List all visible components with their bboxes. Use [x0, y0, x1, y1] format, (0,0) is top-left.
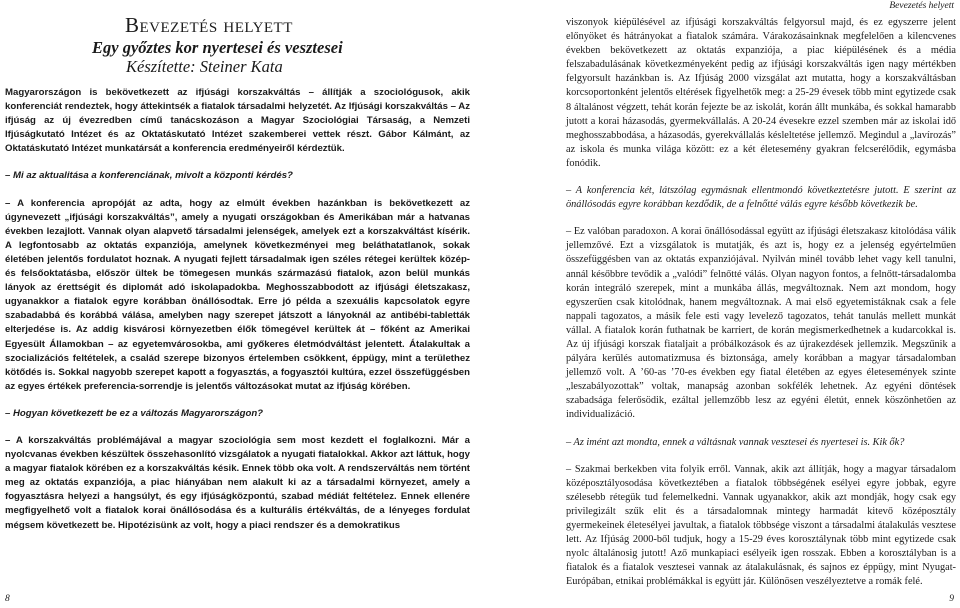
- article-author: Készítette: Steiner Kata: [126, 57, 283, 76]
- article-title: Bevezetés helyett: [125, 13, 293, 37]
- lead-paragraph: Magyarországon is bekövetkezett az ifjúsági korszakváltás – állítják a szociológusok, akik konferenciát rendeztek, hogy áttekintsék a fiatalok társadalmi helyzetét. Az Ifjúsági korszakváltás – Az ifjúság az új évezredben című tanácskozáson a Magyar Szociológiai Társaság, a Nemzeti Ifjúságkutató Intézet és az Oktatáskutató Intézet szakemberei vettek részt. Gábor Kálmánt, az Oktatáskutató Intézet munkatársát a konferencia eredményeiről kérdeztük.: [5, 87, 470, 155]
- running-head: Bevezetés helyett: [889, 1, 954, 11]
- interview-answer: – Szakmai berkekben vita folyik erről. Vannak, akik azt állítják, hogy a magyar társadalom középosztályosodása következtében a fiatalok többségének esélyei egyre jobbak, egyre szélesebb rétegük tud felemelkedni. Vannak ugyanakkor, akik azt mondják, hogy csak egy privilegizált szűk elit és a társadalomnak mintegy harmadát kitevő középosztály gyermekeinek életesélyei javultak, a fiatalok többsége viszont a társadalmi átalakulás vesztese lett. Az Ifjúság 2000-ből tudjuk, hogy a 15-29 éves korosztálynak több mint egytizede csak nyolc általánosig jutott! Aző munkapiaci esélyeik igen rosszak. Ebben a korosztályban is a fiatalok és a fiatalok vesztesei vannak az átalakulásnak, és sajnos ez éppügy, mint Nyugat-Európában, etnikai problémákkal is együtt jár. Különösen veszélyeztetve a romák felé.: [566, 463, 956, 588]
- interview-question: – Az imént azt mondta, ennek a váltásnak vannak vesztesei és nyertesei is. Kik ők?: [566, 436, 905, 448]
- right-page: [480, 0, 960, 608]
- right-column: [566, 16, 956, 589]
- interview-question: – Hogyan következett be ez a változás Magyarországon?: [5, 407, 264, 419]
- article-subtitle: Egy győztes kor nyertesei és vesztesei: [92, 38, 343, 57]
- article-body-left: [5, 86, 470, 533]
- page-number-right: 9: [949, 594, 954, 604]
- page-number-left: 8: [5, 594, 10, 604]
- interview-question: – Mi az aktualitása a konferenciának, mivolt a központi kérdés?: [5, 170, 293, 182]
- interview-answer: – Ez valóban paradoxon. A korai önállósodással együtt az ifjúsági életszakasz kitolódása válik jellemzővé. Ezt a vizsgálatok is mutatják, és azt is, hogy ez a jelenség egyértelműen összefüggésben van az oktatás expanziójával. Nyilván minél tovább lehet vagy kell tanulni, annál későbbre tevődik a „valódi” felnőtté válás. Olyan nagyon fontos, a felnőtt-társadalomba korán integráló szerepek, mint a munkába állás, megváltoznak. Nem azt mondom, hogy egyszerűen csak kitolódnak, hanem megváltoznak. A mai első egyetemistáknak csak a fele nappali tagozatos, a másik fele esti vagy levelező tagozatos, tehát tanulás mellett munkát vállal. A fiatalok korán futhatnak be karriert, de korán megismerkedhetnek a kudarcokkal is. Az új ifjúsági korszak fiataljait a próbálkozások és az újrakezdések jellemzik. Megszűnik a pályára kerülés automatizmusa és biztonsága, amely korábban a magyar társadalomban jellemző volt. A ’60-as ’70-es években egy fiatal életében az egyes életesemények szinte „leszabályozottak” voltak, manapság azonban sokfélék lehetnek. Az egyéni döntések szabadsága felerősödik, ezáltal jellemzőbb lesz az egyéni életút, ennek köszönhetően az individualizáció.: [566, 226, 956, 421]
- interview-answer: – A korszakváltás problémájával a magyar szociológia sem most kezdett el foglalkozni. Már a nyolcvanas években készültek összehasonlító vizsgálatok a nyugati fiatalokkal. Akkor azt láttuk, hogy a magyar fiatalok körében ez a korszakváltás késik. Ennek több oka volt. A rendszerváltás nem történt meg az oktatás expanziója, a piac hiányában nem alakult ki az a társadalmi környezet, amely a fogyasztásra helyezi a hangsúlyt, és egy ifjúságközpontú, szabad médiát feltételez. Ennek ellenére megfigyelhető volt a fiatalok korai önállósodása és a kulturális értékváltás, de a lényeges fordulat mégsem következett be. Hipotézisünk az volt, hogy a piaci rendszer és a demokratikus: [5, 434, 470, 531]
- interview-answer: – A konferencia apropóját az adta, hogy az elmúlt években hazánkban is bekövetkezett az úgynevezett „ifjúsági korszakváltás”, amely a nyugati országokban és Amerikában már a hatvanas években lezajlott. Vannak olyan alapvető társadalmi jelenségek, amelyek ezt a korszakváltást kísérik. A legfontosabb az oktatás expanziója, amelynek következményei meg beláthatatlanok, sokak életében jelentős fordulatot hoznak. A nyugati fejlett társadalmak igen széles rétegei kerültek közép- és felsőoktatásba, először ültek be tömegesen munkás származású fiatalok, azon belül munkás lányok az érettségit és diplomát adó iskolapadokba. Meghosszabbodott az ifjúsági életszakasz, ugyanakkor a fiatalok egyre korábban önállósodtak. Erre jó példa a szexuális kapcsolatok egyre szabadabbá és korábbá válása, amelyben nagy szerepet játszott a lányoknál az antibébi-tabletták elterjedése is. Az addig kisvárosi környezetben élők tömegével kerültek át – főként az Amerikai Egyesült Államokban – az egyetemvárosokba, ami győkeres életmódváltást jelentett. Átalakultak a szocializációs feltételek, a család szerepe bizonyos értelemben csökkent, éppügy, mint a területhez kötődés is. Sokkal nagyobb szerepet kapott a fogyasztás, a fogyasztói kultúra, ezzel összefüggésben az egyes értékek preferencia-sorrendje is jelentős változásokat mutat az ifjúság körében.: [5, 197, 470, 392]
- body-paragraph: viszonyok kiépülésével az ifjúsági korszakváltás felgyorsul majd, és ez egyszerre jelent előnyöket és hátrányokat a fiatalok számára. Várakozásainknak megfelelően a kilencvenes években bekövetkezett az oktatás expanziója, a piac kiépülésének és a média felszabadulásának következményeként pedig az ifjúsági korszakváltás igen nagy mértékben felgyorsult hazánkban is. Az Ifjúság 2000 vizsgálat azt mutatta, hogy a korszakváltásban korcsoportonként jelentős eltérések figyelhetők meg: a 25-29 évesek több mint egytizede csak 8 általánost végzett, tehát korán fejezte be az iskolát, korán állt munkába, és sokkal hamarabb jutott a korai házasodás, gyermekvállalás. A 20-24 évesekre ezzel szemben már az iskolai idő meghosszabbodása, a házasodás, gyerekvállalás késleltetése jellemző. Megindul a „lavírozás” az iskola és munka világa között: ez a két életesemény gyakran felcserélődik, egymásba fonódik.: [566, 17, 956, 169]
- interview-question: – A konferencia két, látszólag egymásnak ellentmondó következtetésre jutott. E szerint az önállósodás egyre korábban kezdődik, de a felnőtté válás egyre később következik be.: [566, 185, 956, 211]
